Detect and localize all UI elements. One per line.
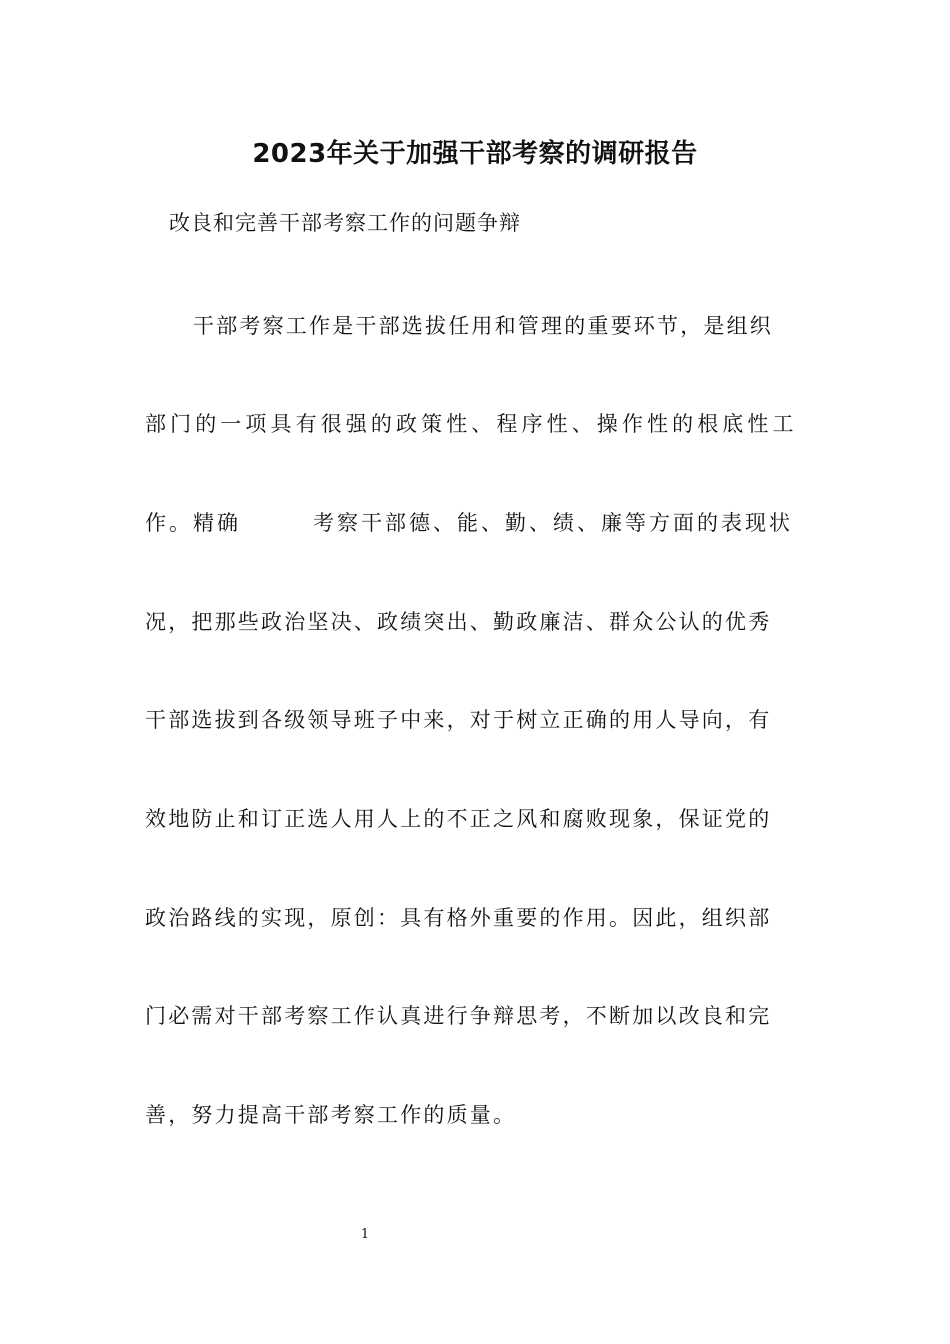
paragraph-line: 干部选拔到各级领导班子中来，对于树立正确的用人导向，有 <box>145 708 772 732</box>
paragraph-line: 政治路线的实现，原创：具有格外重要的作用。因此，组织部 <box>145 906 772 930</box>
paragraph-line: 况，把那些政治坚决、政绩突出、勤政廉洁、群众公认的优秀 <box>145 610 772 634</box>
paragraph-line: 效地防止和订正选人用人上的不正之风和腐败现象，保证党的 <box>145 807 772 831</box>
document-title: 2023年关于加强干部考察的调研报告 <box>252 139 698 169</box>
page-number: 1 <box>360 1227 370 1242</box>
paragraph-line: 善，努力提高干部考察工作的质量。 <box>145 1103 517 1127</box>
paragraph-line-part: 作。精确 <box>145 511 241 535</box>
paragraph-line <box>145 507 805 537</box>
paragraph-line-part: 考察干部德、能、勤、绩、廉等方面的表现状 <box>313 511 793 535</box>
paragraph-line: 部门的一项具有很强的政策性、程序性、操作性的根底性工 <box>145 412 798 436</box>
document-subtitle: 改良和完善干部考察工作的问题争辩 <box>169 211 521 235</box>
paragraph-line: 门必需对干部考察工作认真进行争辩思考，不断加以改良和完 <box>145 1004 772 1028</box>
paragraph-line: 干部考察工作是干部选拔任用和管理的重要环节，是组织 <box>193 314 773 338</box>
